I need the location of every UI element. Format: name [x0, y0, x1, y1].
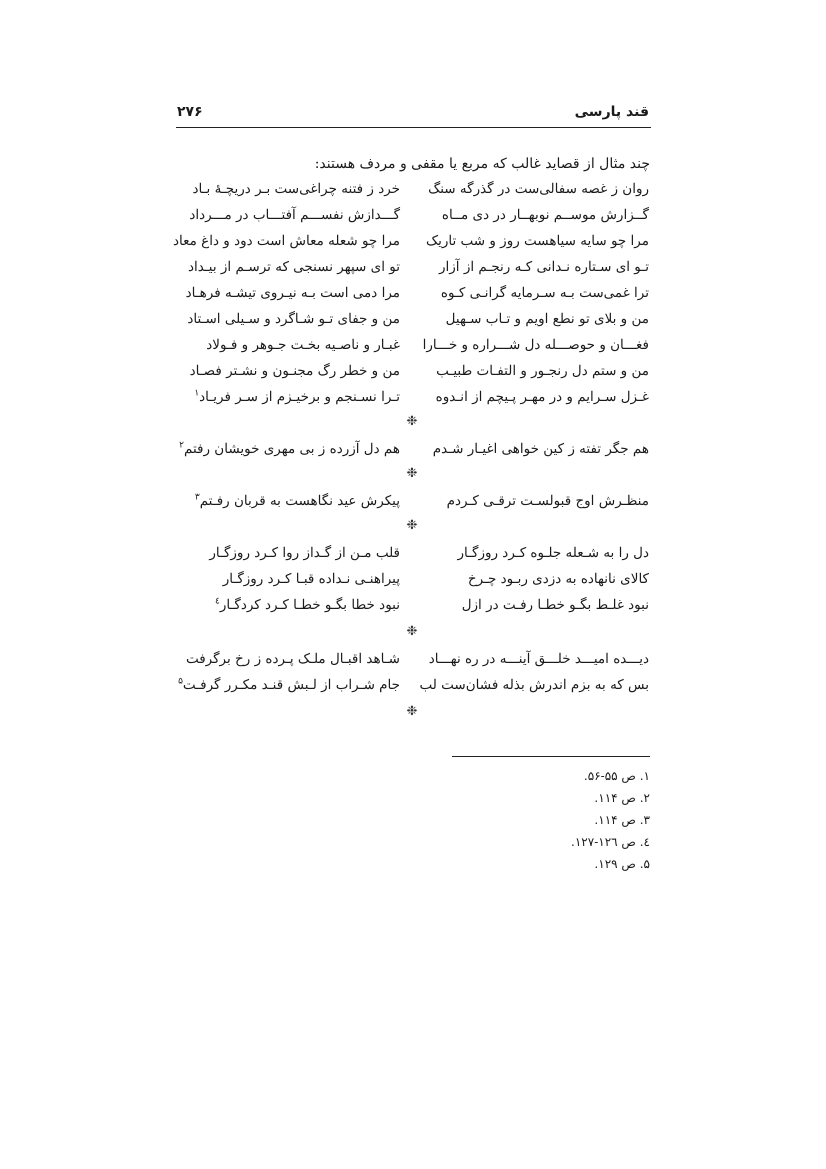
verse-hemistich: تو ای سپهر نسنجی که ترسـم از بیـداد: [187, 259, 400, 275]
verse-hemistich: هم جگر تفته ز کین خواهی اغیـار شـدم: [432, 441, 649, 457]
footnote: ۱. ص ۵۵-۵۶.: [583, 769, 650, 783]
verse-hemistich: منظـرش اوج قبولسـت ترقـی کـردم: [446, 493, 649, 509]
verse-hemistich-with-footnote: [180, 676, 400, 694]
verse-text: جام شـراب از لـبش قنـد مکـرر گرفـت: [182, 677, 400, 693]
section-separator-icon: ❉: [406, 518, 418, 533]
intro-text: چند مثال از قصاید غالب که مربع یا مقفی و مردف هستند:: [314, 156, 650, 172]
section-separator-icon: ❉: [406, 466, 418, 481]
verse-hemistich-with-footnote: [180, 492, 400, 510]
verse-hemistich: روان ز غصه سفالی‌ست در گذرگه سنگ: [428, 181, 649, 197]
verse-hemistich: من و ستم دل رنجـور و التفـات طبیـب: [436, 363, 649, 379]
section-separator-icon: ❉: [406, 624, 418, 639]
verse-text: تـرا نسـنجم و برخیـزم از سـر فریـاد: [199, 389, 400, 405]
verse-hemistich: من و جفای تـو شـاگرد و سـیلی اسـتاد: [187, 311, 400, 327]
verse-hemistich: خرد ز فتنه چراغی‌ست بـر دریچـهٔ بـاد: [192, 181, 400, 197]
verse-hemistich: گـــدازش نفســـم آفتـــاب در مـــرداد: [189, 207, 400, 223]
verse-hemistich: فغـــان و حوصـــله دل شـــراره و خـــارا: [422, 337, 649, 353]
verse-hemistich-with-footnote: [180, 440, 400, 458]
verse-hemistich-with-footnote: [180, 596, 400, 614]
footnote-rule: [452, 756, 650, 757]
section-separator-icon: ❉: [406, 704, 418, 719]
verse-hemistich: غبـار و ناصـیه بخـت جـوهر و فـولاد: [206, 337, 400, 353]
verse-text: پیکرش عید نگاهست به قربان رفـتم: [199, 493, 400, 509]
verse-hemistich: تـو ای سـتاره نـدانی کـه رنجـم از آزار: [438, 259, 649, 275]
verse-hemistich: من و خطر رگ مجنـون و نشـتر فصـاد: [189, 363, 400, 379]
footnote-marker: ۲: [179, 440, 184, 451]
verse-hemistich: غـزل سـرایم و در مهـر پـیچم از انـدوه: [435, 389, 649, 405]
verse-hemistich: ترا غمی‌ست بـه سـرمایه گرانـی کـوه: [440, 285, 649, 301]
footnote: ۲. ص ۱۱۴.: [594, 791, 650, 805]
verse-hemistich: نبود غلـط بگـو خطـا رفـت در ازل: [461, 597, 649, 613]
verse-text: نبود خطا بگـو خطـا کـرد کردگـار: [219, 597, 400, 613]
verse-hemistich: مرا چو شعله معاش است دود و داغ معاد: [172, 233, 400, 249]
verse-hemistich: من و بلای تو نطع اویم و تـاب سـهیل: [445, 311, 649, 327]
verse-hemistich: مرا دمی است بـه نیـروی تیشـه فرهـاد: [185, 285, 400, 301]
section-separator-icon: ❉: [406, 414, 418, 429]
verse-hemistich: دیـــده امیـــد خلـــق آینـــه در ره نهـــاد: [428, 651, 649, 667]
verse-hemistich: مرا چو سایه سیاهست روز و شب تاریک: [425, 233, 649, 249]
verse-hemistich: دل را به شـعله جلـوه کـرد روزگـار: [457, 545, 649, 561]
header-rule: [176, 127, 651, 128]
verse-hemistich: گــزارش موســم نوبهــار در دی مــاه: [441, 207, 649, 223]
verse-hemistich: کالای نانهاده به دزدی ربـود چـرخ: [467, 571, 649, 587]
footnote: ۳. ص ۱۱۴.: [594, 813, 650, 827]
verse-hemistich: شـاهد اقبـال ملـک پـرده ز رخ برگرفت: [185, 651, 400, 667]
verse-hemistich: بس که به بزم اندرش بذله فشان‌ست لب: [419, 677, 649, 693]
page-number: ۲۷۶: [177, 104, 203, 120]
verse-hemistich: پیراهنـی نـداده قبـا کـرد روزگـار: [222, 571, 400, 587]
footnote: ٤. ص ۱۲٦-۱۲۷.: [571, 835, 650, 849]
footnote-marker: ۳: [194, 492, 200, 503]
footnote: ۵. ص ۱۲۹.: [594, 857, 650, 871]
verse-text: هم دل آزرده ز بی مهری خویشان رفتم: [183, 441, 400, 457]
running-header-title: قند پارسی: [574, 104, 649, 120]
verse-hemistich: قلب مـن از گـداز روا کـرد روزگـار: [209, 545, 400, 561]
footnote-marker: ٤: [214, 596, 220, 607]
verse-hemistich-with-footnote: [180, 388, 400, 406]
footnote-marker: ۵: [178, 676, 183, 687]
footnote-marker: ۱: [194, 388, 200, 399]
